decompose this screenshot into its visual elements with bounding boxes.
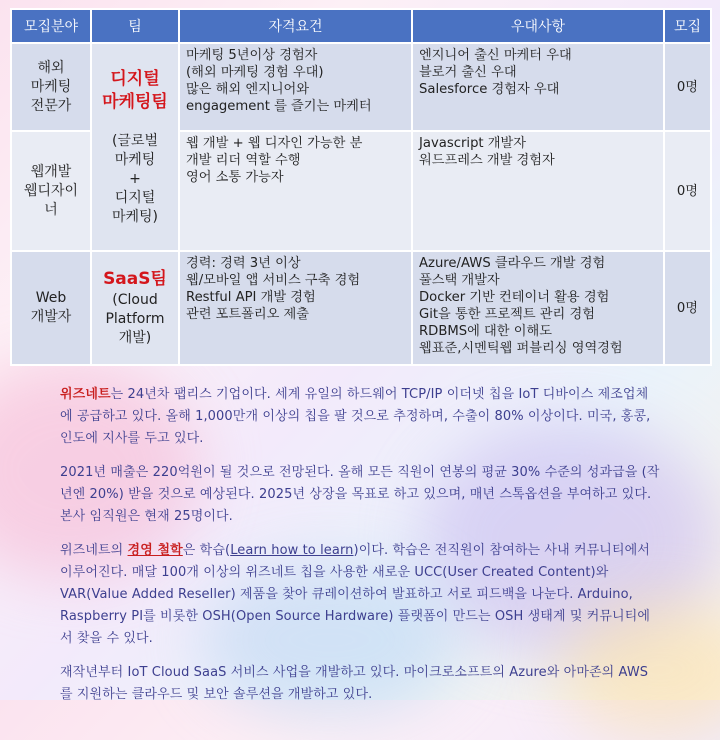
header-requirements: 자격요건 xyxy=(179,9,412,43)
preferred-cell: Javascript 개발자 워드프레스 개발 경험자 xyxy=(412,131,664,251)
preferred-cell: Azure/AWS 클라우드 개발 경험 풀스택 개발자 Docker 기반 컨테이너 활용 경험 Git을 통한 프로젝트 관리 경험 RDBMS에 대한 이해도 웹표준,시멘틱웹 퍼블리싱 영역경험 xyxy=(412,251,664,365)
company-intro xyxy=(60,384,660,718)
count-cell: 0명 xyxy=(664,251,711,365)
intro-paragraph-4: 재작년부터 IoT Cloud SaaS 서비스 사업을 개발하고 있다. 마이크로소프트의 Azure와 아마존의 AWS를 지원하는 클라우드 및 보안 솔루션을 개발하고 있다. xyxy=(60,665,649,702)
team-name: 디지털 마케팅팀 xyxy=(102,68,168,112)
team-description: (글로벌 마케팅 + 디지털 마케팅) xyxy=(111,132,159,225)
intro-paragraph-3 xyxy=(60,540,660,650)
table-header-row xyxy=(11,9,711,43)
count-cell: 0명 xyxy=(664,43,711,131)
learn-highlight: Learn how to learn xyxy=(230,543,354,558)
team-cell-saas xyxy=(91,251,179,365)
requirements-cell: 경력: 경력 3년 이상 웹/모바일 앱 서비스 구축 경험 Restful API 개발 경험 관련 포트폴리오 제출 xyxy=(179,251,412,365)
preferred-cell: 엔지니어 출신 마케터 우대 블로거 출신 우대 Salesforce 경험자 우대 xyxy=(412,43,664,131)
table-row xyxy=(11,43,711,131)
header-team: 팀 xyxy=(91,9,179,43)
field-cell: 해외 마케팅 전문가 xyxy=(11,43,91,131)
recruitment-table xyxy=(10,8,712,366)
recruitment-table-container xyxy=(10,8,710,366)
intro-text: 는 24년차 팹리스 기업이다. 세계 유일의 하드웨어 TCP/IP 이더넷 칩을 IoT 디바이스 제조업체에 공급하고 있다. 올해 1,000만개 이상의 칩을 팔 것으로 추정하며, 수출이 80% 이상이다. 미국, 홍콩, 인도에 지사를 두고 있다. xyxy=(60,387,651,446)
intro-paragraph-2: 2021년 매출은 220억원이 될 것으로 전망된다. 올해 모든 직원이 연봉의 평균 30% 수준의 성과급을 (작년엔 20%) 받을 것으로 예상된다. 2025년 상장을 목표로 하고 있으며, 매년 스톡옵션을 부여하고 있다. 본사 임직원은 현재 25명이다. xyxy=(60,465,660,524)
count-cell: 0명 xyxy=(664,131,711,251)
intro-text: 위즈네트의 xyxy=(60,543,128,558)
team-name: SaaS팀 xyxy=(103,269,167,289)
requirements-cell: 마케팅 5년이상 경험자 (해외 마케팅 경험 우대) 많은 해외 엔지니어와 engagement 를 즐기는 마케터 xyxy=(179,43,412,131)
header-preferred: 우대사항 xyxy=(412,9,664,43)
requirements-cell: 웹 개발 + 웹 디자인 가능한 분 개발 리더 역할 수행 영어 소통 가능자 xyxy=(179,131,412,251)
field-cell: 웹개발 웹디자이너 xyxy=(11,131,91,251)
header-count: 모집 xyxy=(664,9,711,43)
team-cell-marketing xyxy=(91,43,179,251)
intro-text: 은 학습( xyxy=(182,543,231,558)
header-field: 모집분야 xyxy=(11,9,91,43)
table-row xyxy=(11,251,711,365)
team-description: (Cloud Platform 개발) xyxy=(105,292,165,346)
field-cell: Web 개발자 xyxy=(11,251,91,365)
intro-text: )이다. 학습은 전직원이 참여하는 사내 커뮤니티에서 이루어진다. 매달 100개 이상의 위즈네트 칩을 사용한 새로운 UCC(User Created Content)와 VAR(Value Added Reseller) 제품을 찾아 큐레이션하여 발표하고 서로 피드백을 나눈다. Arduino, Raspberry PI를 비롯한 OSH(Open Source Hardware) 플랫폼이 만드는 OSH 생태계 및 커뮤니티에서 찾을 수 있다. xyxy=(60,543,651,646)
philosophy-highlight: 경영 철학 xyxy=(127,543,183,558)
intro-paragraph-1 xyxy=(60,384,660,450)
company-name: 위즈네트 xyxy=(60,387,111,402)
